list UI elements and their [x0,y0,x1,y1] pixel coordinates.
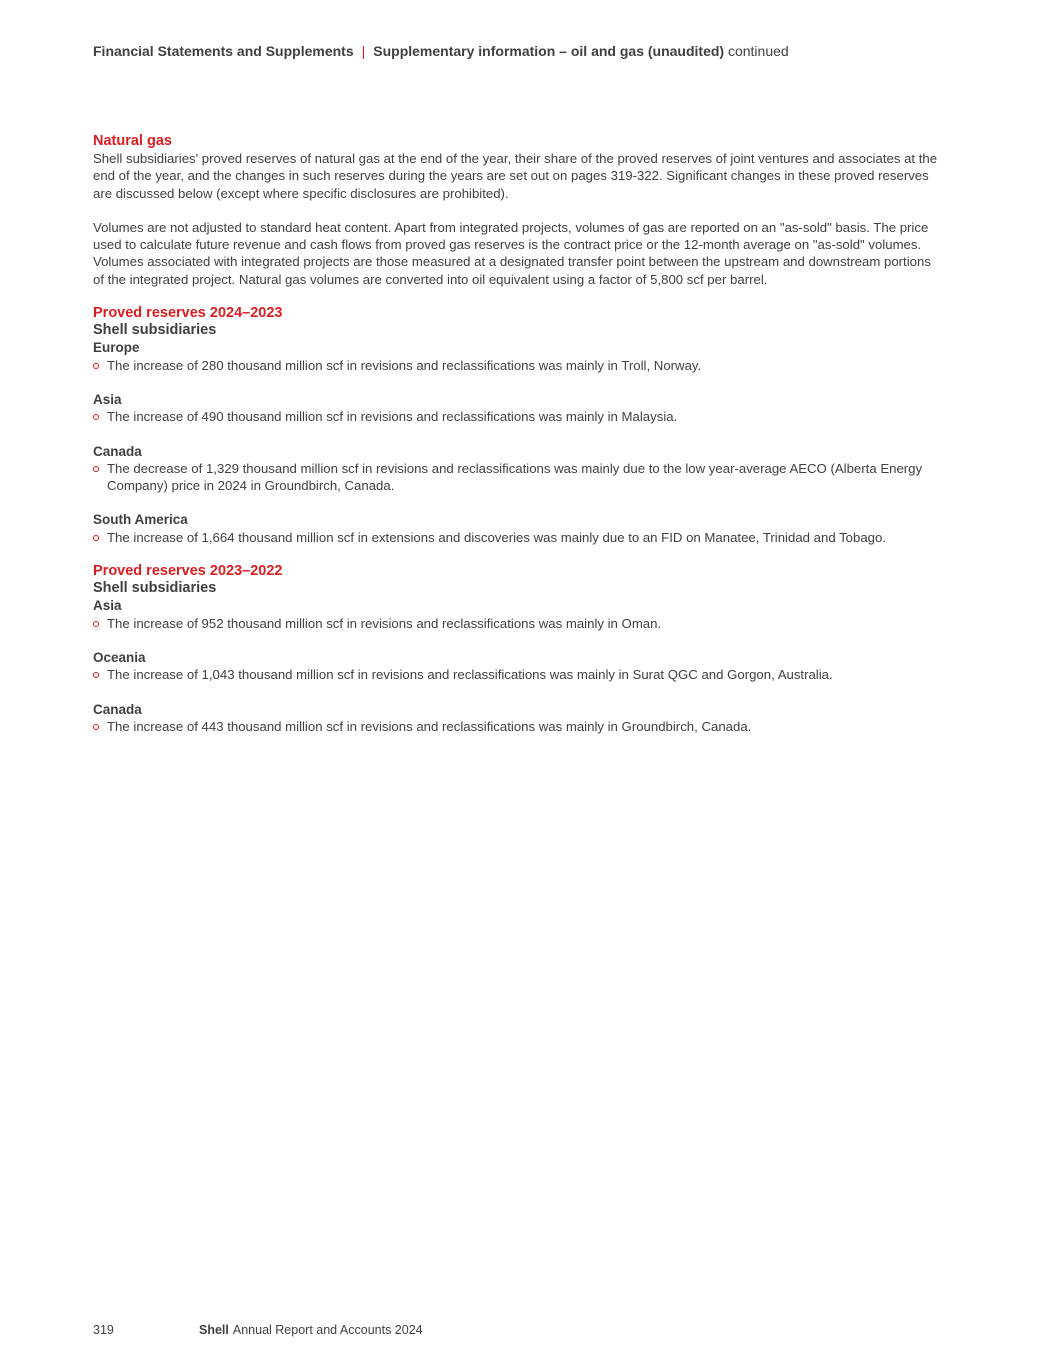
list-item-text: The increase of 952 thousand million scf in revisions and reclassifications was mainly in Oman. [107,615,662,631]
bullet-list [93,718,945,735]
reserves-2023-subtitle: Shell subsidiaries [93,580,217,597]
header-section: Financial Statements and Supplements [93,43,354,59]
region-heading-oceania: Oceania [93,649,146,665]
bullet-circle-icon [93,414,99,420]
page-footer [93,1322,423,1338]
list-item [93,666,945,683]
natural-gas-paragraph-2: Volumes are not adjusted to standard heat content. Apart from integrated projects, volumes of gas are reported on an "as-sold" basis. The price used to calculate future revenue and cash flows from proved gas reserves is the contract price or the 12-month average on "as-sold" volumes. Volumes associated with integrated projects are those measured at a designated transfer point between the upstream and downstream portions of the integrated project. Natural gas volumes are converted into oil equivalent using a factor of 5,800 scf per barrel. [93,220,931,287]
list-item-text: The increase of 280 thousand million scf in revisions and reclassifications was mainly in Troll, Norway. [107,357,702,373]
bullet-list [93,529,945,546]
natural-gas-title: Natural gas [93,133,172,149]
list-item [93,460,945,494]
header-separator: | [361,43,366,59]
list-item [93,615,945,632]
list-item [93,408,945,425]
list-item-text: The decrease of 1,329 thousand million scf in revisions and reclassifications was mainly due to the low year-average AECO (Alberta Energy Company) price in 2024 in Groundbirch, Canada. [107,460,923,493]
list-item [93,357,945,374]
list-item-text: The increase of 1,043 thousand million scf in revisions and reclassifications was mainly in Surat QGC and Gorgon, Australia. [107,667,833,683]
bullet-list [93,666,945,683]
list-item-text: The increase of 443 thousand million scf in revisions and reclassifications was mainly in Groundbirch, Canada. [107,718,752,734]
footer-brand: Shell [199,1323,229,1337]
reserves-2024-subtitle: Shell subsidiaries [93,322,217,339]
natural-gas-paragraph-1: Shell subsidiaries' proved reserves of natural gas at the end of the year, their share of the proved reserves of joint ventures and associates at the end of the year, and the changes in such reserves during the years are set out on pages 319-322. Significant changes in these proved reserves are discussed below (except where specific disclosures are prohibited). [93,151,938,201]
region-heading-asia: Asia [93,598,122,614]
header-subsection: Supplementary information – oil and gas (unaudited) [373,43,725,59]
bullet-list [93,615,945,632]
list-item [93,718,945,735]
footer-report-title: Annual Report and Accounts 2024 [232,1323,423,1337]
list-item [93,529,945,546]
list-item-text: The increase of 490 thousand million scf in revisions and reclassifications was mainly in Malaysia. [107,409,678,425]
bullet-circle-icon [93,466,99,472]
bullet-list [93,357,945,374]
reserves-2024-title: Proved reserves 2024–2023 [93,305,283,321]
bullet-list [93,460,945,494]
region-heading-south-america: South America [93,512,188,528]
bullet-list [93,408,945,425]
bullet-circle-icon [93,724,99,730]
region-heading-asia: Asia [93,392,122,407]
page-number: 319 [93,1323,114,1337]
bullet-circle-icon [93,363,99,369]
bullet-circle-icon [93,535,99,541]
main-content [93,133,945,735]
reserves-2023-title: Proved reserves 2023–2022 [93,562,283,579]
header-continued: continued [727,43,789,59]
region-heading-europe: Europe [93,340,140,356]
region-heading-canada: Canada [93,443,142,459]
region-heading-canada: Canada [93,701,142,717]
list-item-text: The increase of 1,664 thousand million scf in extensions and discoveries was mainly due to an FID on Manatee, Trinidad and Tobago. [107,529,887,545]
running-header [93,42,789,60]
bullet-circle-icon [93,621,99,627]
bullet-circle-icon [93,672,99,678]
